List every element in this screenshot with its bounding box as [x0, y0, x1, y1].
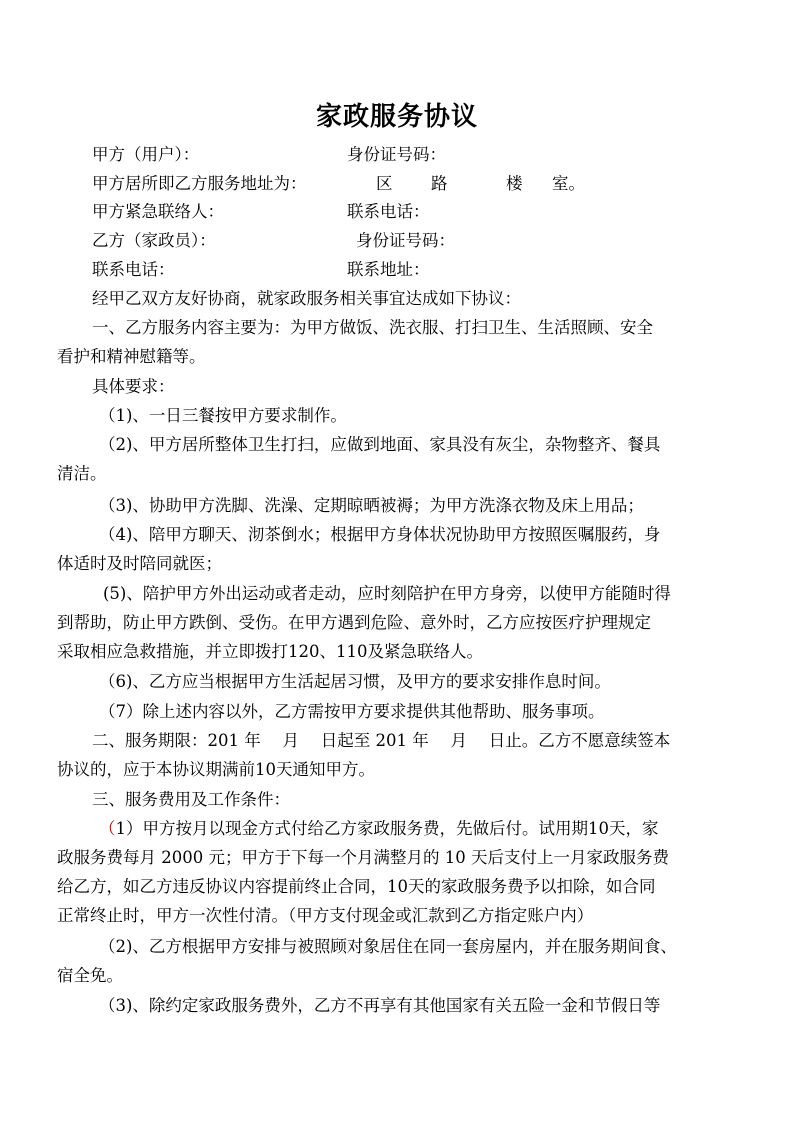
fee-item-1-paren: （ — [99, 819, 116, 838]
requirement-2-line-2: 清洁。 — [57, 464, 107, 483]
document-title: 家政服务协议 — [315, 102, 478, 132]
section-1-line-2: 看护和精神慰籍等。 — [57, 347, 206, 366]
section-2-line-1: 二、服务期限：201 年 月 日起至 201 年 月 日止。乙方不愿意续签本 — [92, 731, 671, 750]
party-b-address-label: 联系地址： — [347, 260, 430, 279]
party-b-id-label: 身份证号码： — [356, 231, 455, 250]
address-road: 路 — [431, 174, 448, 193]
intro-paragraph: 经甲乙双方友好协商，就家政服务相关事宜达成如下协议： — [92, 289, 521, 308]
requirement-5-line-3: 采取相应急救措施，并立即拨打120、110及紧急联络人。 — [57, 642, 483, 661]
address-district: 区 — [376, 174, 393, 193]
requirements-heading: 具体要求： — [92, 377, 175, 396]
requirement-5-line-2: 到帮助，防止甲方跌倒、受伤。在甲方遇到危险、意外时，乙方应按医疗护理规定 — [57, 613, 651, 632]
fee-item-1-line-1 — [99, 819, 659, 839]
address-building: 楼 — [506, 174, 523, 193]
fee-item-3: （3)、除约定家政服务费外，乙方不再享有其他国家有关五险一金和节假日等 — [99, 996, 661, 1015]
party-a-label: 甲方（用户）： — [92, 145, 200, 164]
party-b-label: 乙方（家政员）： — [92, 231, 216, 250]
section-1-line-1: 一、乙方服务内容主要为：为甲方做饭、洗衣服、打扫卫生、生活照顾、安全 — [92, 318, 653, 337]
section-3-heading: 三、服务费用及工作条件： — [92, 790, 290, 809]
requirement-3: （3)、协助甲方洗脚、洗澡、定期晾晒被褥；为甲方洗涤衣物及床上用品； — [99, 496, 644, 515]
party-b-phone-label: 联系电话： — [92, 260, 175, 279]
emergency-contact-label: 甲方紧急联络人： — [92, 202, 224, 221]
fee-item-1-text: 1）甲方按月以现金方式付给乙方家政服务费，先做后付。试用期10天，家 — [115, 819, 659, 838]
party-a-id-label: 身份证号码： — [347, 145, 446, 164]
fee-item-2-line-2: 宿全免。 — [57, 966, 123, 985]
fee-item-1-line-3: 给乙方，如乙方违反协议内容提前终止合同，10天的家政服务费予以扣除，如合同 — [57, 877, 656, 896]
requirement-1: （1)、一日三餐按甲方要求制作。 — [99, 406, 347, 425]
address-room: 室。 — [552, 174, 585, 193]
requirement-7: （7）除上述内容以外，乙方需按甲方要求提供其他帮助、服务事项。 — [99, 702, 605, 721]
address-label: 甲方居所即乙方服务地址为： — [92, 174, 307, 193]
requirement-6: （6)、乙方应当根据甲方生活起居习惯，及甲方的要求安排作息时间。 — [99, 672, 611, 691]
requirement-4-line-2: 体适时及时陪同就医； — [57, 554, 222, 573]
requirement-4-line-1: （4)、陪甲方聊天、沏茶倒水；根据甲方身体状况协助甲方按照医嘱服药，身 — [99, 525, 661, 544]
fee-item-1-line-2: 政服务费每月 2000 元；甲方于下每一个月满整月的 10 天后支付上一月家政服务费 — [57, 848, 669, 867]
fee-item-1-line-4: 正常终止时，甲方一次性付清。（甲方支付现金或汇款到乙方指定账户内） — [57, 906, 594, 925]
requirement-5-line-1: (5)、陪护甲方外出运动或者走动，应时刻陪护在甲方身旁，以使甲方能随时得 — [103, 584, 671, 603]
requirement-2-line-1: （2)、甲方居所整体卫生打扫，应做到地面、家具没有灰尘，杂物整齐、餐具 — [99, 435, 661, 454]
fee-item-2-line-1: （2)、乙方根据甲方安排与被照顾对象居住在同一套房屋内，并在服务期间食、 — [99, 937, 677, 956]
section-2-line-2: 协议的，应于本协议期满前10天通知甲方。 — [57, 760, 375, 779]
emergency-phone-label: 联系电话： — [347, 202, 430, 221]
